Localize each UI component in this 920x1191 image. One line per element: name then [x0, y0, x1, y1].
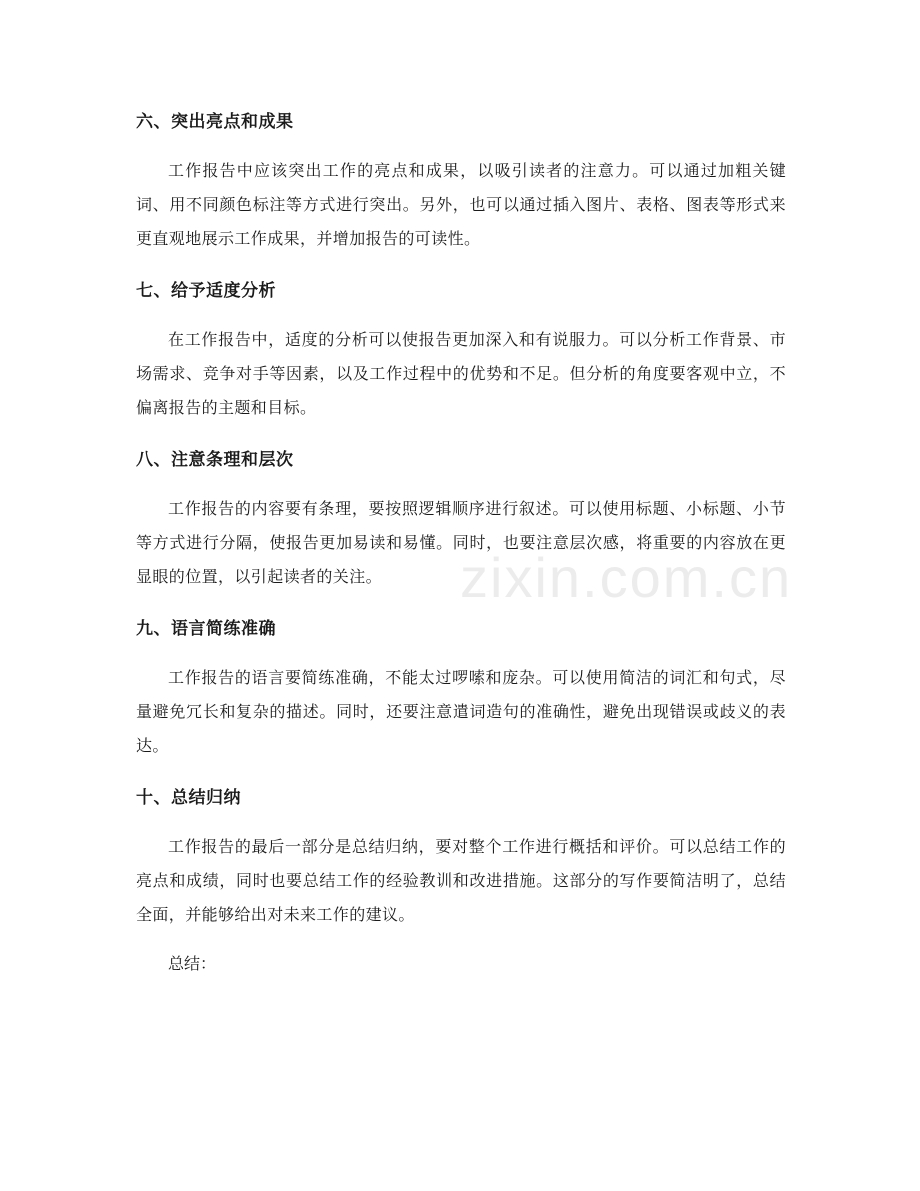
section-paragraph: 工作报告的最后一部分是总结归纳，要对整个工作进行概括和评价。可以总结工作的亮点和成绩，同时也要总结工作的经验教训和改进措施。这部分的写作要简洁明了，总结全面，并能够给出对未来工作的建议。	[136, 837, 786, 924]
section-paragraph: 工作报告中应该突出工作的亮点和成果，以吸引读者的注意力。可以通过加粗关键词、用不同颜色标注等方式进行突出。另外，也可以通过插入图片、表格、图表等形式来更直观地展示工作成果，并增加报告的可读性。	[136, 161, 786, 248]
section-heading: 九、语言简练准确	[136, 619, 276, 639]
document-content	[136, 102, 786, 981]
section-6	[136, 102, 786, 256]
watermark: zixin.com.cn	[460, 546, 793, 609]
section-heading: 八、注意条理和层次	[136, 450, 294, 470]
section-7	[136, 271, 786, 425]
section-paragraph: 工作报告的内容要有条理，要按照逻辑顺序进行叙述。可以使用标题、小标题、小节等方式进行分隔，使报告更加易读和易懂。同时，也要注意层次感，将重要的内容放在更显眼的位置，以引起读者的关注。	[136, 499, 786, 586]
section-9	[136, 609, 786, 763]
section-8	[136, 440, 786, 594]
section-heading: 十、总结归纳	[136, 788, 241, 808]
section-heading: 六、突出亮点和成果	[136, 112, 294, 132]
section-paragraph: 在工作报告中，适度的分析可以使报告更加深入和有说服力。可以分析工作背景、市场需求、竞争对手等因素，以及工作过程中的优势和不足。但分析的角度要客观中立，不偏离报告的主题和目标。	[136, 330, 786, 417]
section-heading: 七、给予适度分析	[136, 281, 276, 301]
section-paragraph: 工作报告的语言要简练准确，不能太过啰嗦和庞杂。可以使用简洁的词汇和句式，尽量避免冗长和复杂的描述。同时，还要注意遣词造句的准确性，避免出现错误或歧义的表达。	[136, 668, 786, 755]
section-10	[136, 778, 786, 932]
summary-label: 总结：	[168, 954, 217, 973]
